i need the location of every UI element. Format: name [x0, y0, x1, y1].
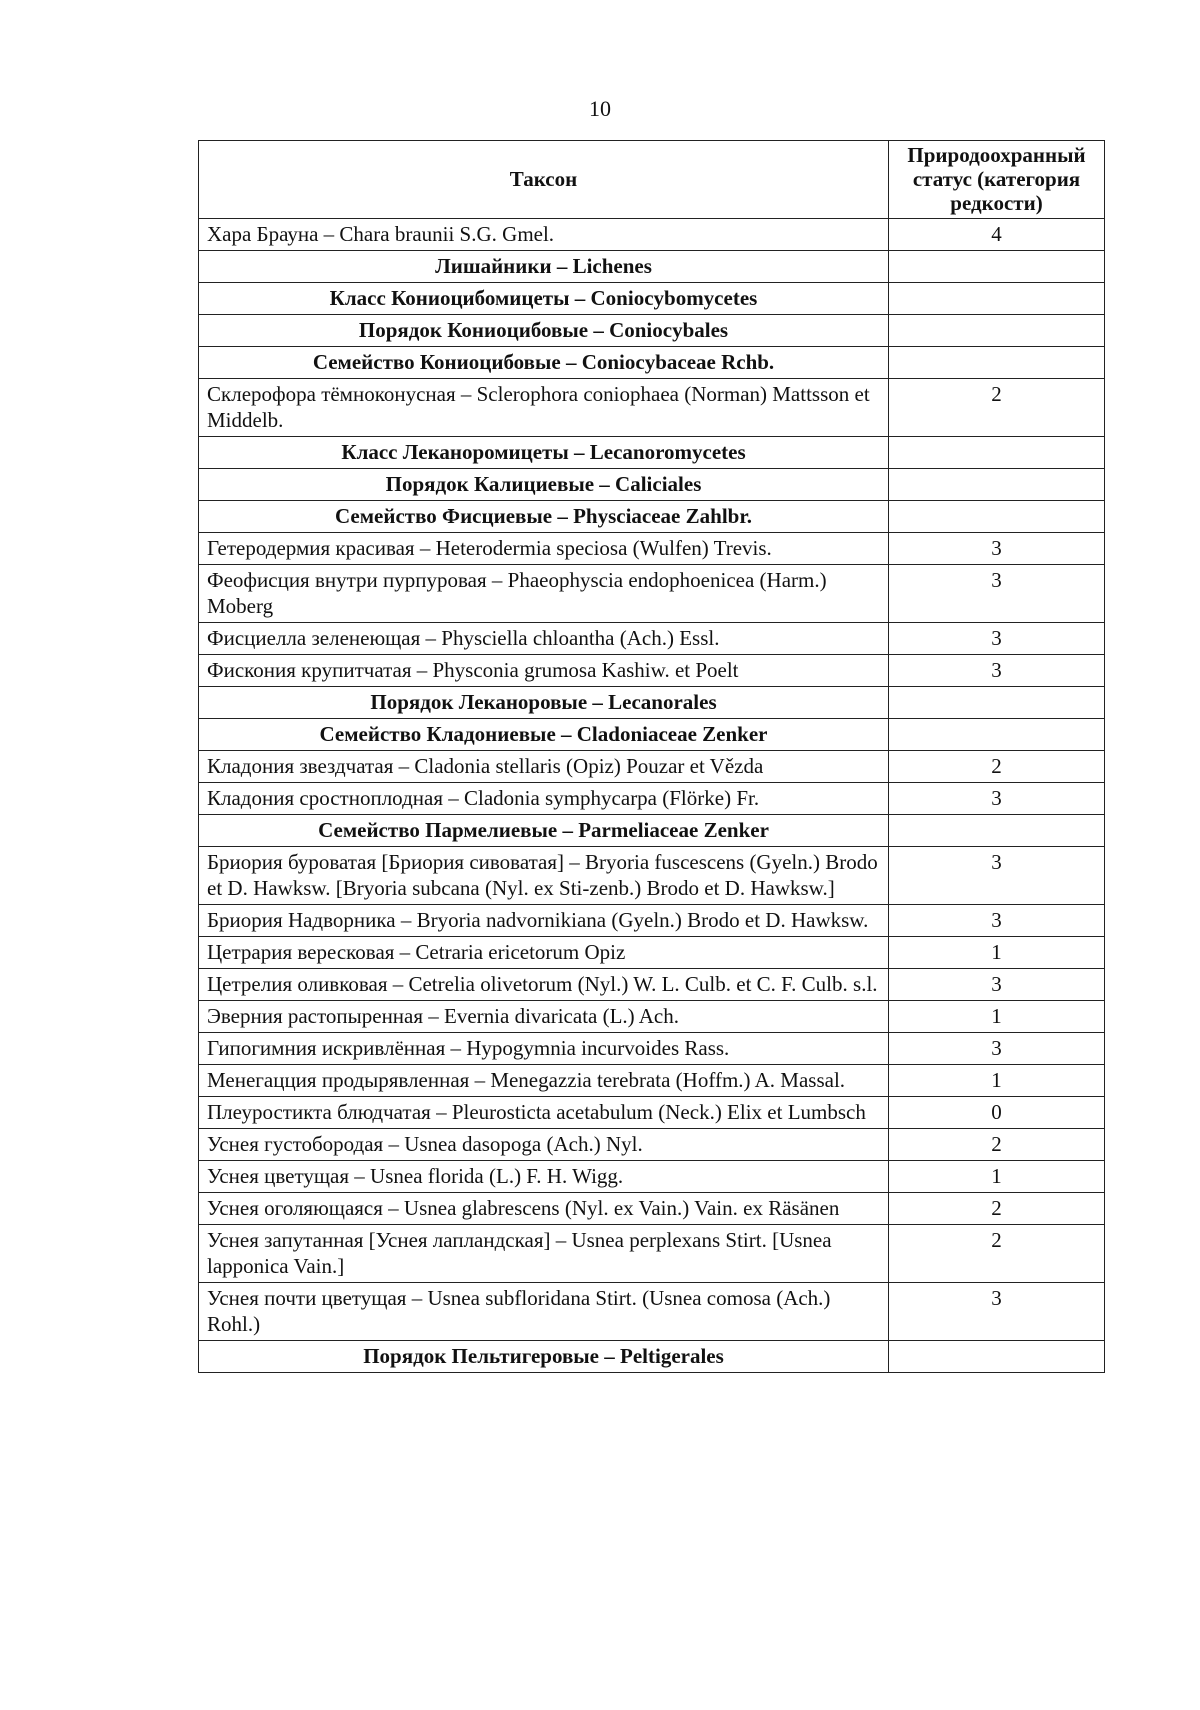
table-row [199, 847, 1105, 905]
status-cell: 3 [889, 1033, 1105, 1065]
header-status: Природоохранный статус (категория редкости) [889, 141, 1105, 219]
table-row-group-heading [199, 1341, 1105, 1373]
status-cell [889, 347, 1105, 379]
taxon-name-cell: Порядок Кониоцибовые – Coniocybales [199, 315, 889, 347]
status-cell: 3 [889, 565, 1105, 623]
table-row [199, 937, 1105, 969]
status-cell [889, 501, 1105, 533]
table-row [199, 623, 1105, 655]
table-row-group-heading [199, 251, 1105, 283]
table-row [199, 1033, 1105, 1065]
status-cell: 3 [889, 1283, 1105, 1341]
table-row [199, 1097, 1105, 1129]
status-cell: 2 [889, 751, 1105, 783]
status-cell [889, 437, 1105, 469]
table-row [199, 905, 1105, 937]
table-row [199, 1193, 1105, 1225]
table-row [199, 1283, 1105, 1341]
status-cell: 3 [889, 905, 1105, 937]
taxon-name-cell: Склерофора тёмноконусная – Sclerophora coniophaea (Norman) Mattsson et Middelb. [199, 379, 889, 437]
table-body [199, 219, 1105, 1373]
status-cell: 0 [889, 1097, 1105, 1129]
status-cell: 1 [889, 1161, 1105, 1193]
taxon-name-cell: Гетеродермия красивая – Heterodermia speciosa (Wulfen) Trevis. [199, 533, 889, 565]
status-cell: 4 [889, 219, 1105, 251]
table-header-row [199, 141, 1105, 219]
table-row [199, 565, 1105, 623]
taxon-name-cell: Плеуростикта блюдчатая – Pleurosticta acetabulum (Neck.) Elix et Lumbsch [199, 1097, 889, 1129]
taxon-name-cell: Цетрелия оливковая – Cetrelia olivetorum (Nyl.) W. L. Culb. et C. F. Culb. s.l. [199, 969, 889, 1001]
table-row [199, 969, 1105, 1001]
status-cell [889, 1341, 1105, 1373]
table-row-group-heading [199, 687, 1105, 719]
taxon-name-cell: Уснея густобородая – Usnea dasopoga (Ach.) Nyl. [199, 1129, 889, 1161]
taxon-name-cell: Семейство Кониоцибовые – Coniocybaceae Rchb. [199, 347, 889, 379]
status-cell: 2 [889, 1225, 1105, 1283]
taxon-name-cell: Фискония крупитчатая – Physconia grumosa Kashiw. et Poelt [199, 655, 889, 687]
taxon-name-cell: Менегацция продырявленная – Menegazzia terebrata (Hoffm.) A. Massal. [199, 1065, 889, 1097]
table-row [199, 1161, 1105, 1193]
status-cell: 2 [889, 1129, 1105, 1161]
table-row-group-heading [199, 815, 1105, 847]
status-cell [889, 315, 1105, 347]
taxon-name-cell: Порядок Калициевые – Caliciales [199, 469, 889, 501]
taxon-name-cell: Уснея оголяющаяся – Usnea glabrescens (Nyl. ex Vain.) Vain. ex Räsänen [199, 1193, 889, 1225]
status-cell [889, 283, 1105, 315]
table-row [199, 751, 1105, 783]
taxon-name-cell: Уснея запутанная [Уснея лапландская] – Usnea perplexans Stirt. [Usnea lapponica Vain.] [199, 1225, 889, 1283]
table-row-group-heading [199, 501, 1105, 533]
table-row [199, 379, 1105, 437]
table-row [199, 1225, 1105, 1283]
table-row-group-heading [199, 283, 1105, 315]
taxon-name-cell: Уснея цветущая – Usnea florida (L.) F. H. Wigg. [199, 1161, 889, 1193]
taxon-name-cell: Класс Леканоромицеты – Lecanoromycetes [199, 437, 889, 469]
taxon-name-cell: Семейство Фисциевые – Physciaceae Zahlbr. [199, 501, 889, 533]
status-cell: 1 [889, 1065, 1105, 1097]
status-cell: 1 [889, 1001, 1105, 1033]
table-row [199, 783, 1105, 815]
table-row-group-heading [199, 469, 1105, 501]
status-cell: 3 [889, 847, 1105, 905]
status-cell [889, 687, 1105, 719]
table-row [199, 1065, 1105, 1097]
status-cell: 3 [889, 655, 1105, 687]
table-row-group-heading [199, 315, 1105, 347]
taxon-name-cell: Уснея почти цветущая – Usnea subfloridana Stirt. (Usnea comosa (Ach.) Rohl.) [199, 1283, 889, 1341]
taxon-name-cell: Лишайники – Lichenes [199, 251, 889, 283]
page-number: 10 [589, 96, 611, 121]
taxon-name-cell: Феофисция внутри пурпуровая – Phaeophyscia endophoenicea (Harm.) Moberg [199, 565, 889, 623]
header-taxon: Таксон [199, 141, 889, 219]
status-cell [889, 251, 1105, 283]
taxon-name-cell: Порядок Леканоровые – Lecanorales [199, 687, 889, 719]
status-cell [889, 815, 1105, 847]
taxon-name-cell: Кладония сростноплодная – Cladonia symphycarpa (Flörke) Fr. [199, 783, 889, 815]
taxon-name-cell: Гипогимния искривлённая – Hypogymnia incurvoides Rass. [199, 1033, 889, 1065]
taxon-name-cell: Кладония звездчатая – Cladonia stellaris (Opiz) Pouzar et Vězda [199, 751, 889, 783]
taxon-name-cell: Семейство Пармелиевые – Parmeliaceae Zenker [199, 815, 889, 847]
taxa-table [198, 140, 1105, 1373]
status-cell: 3 [889, 783, 1105, 815]
table-row [199, 1129, 1105, 1161]
status-cell: 2 [889, 379, 1105, 437]
status-cell [889, 719, 1105, 751]
taxon-name-cell: Семейство Кладониевые – Cladoniaceae Zenker [199, 719, 889, 751]
status-cell: 3 [889, 969, 1105, 1001]
taxon-name-cell: Эверния растопыренная – Evernia divaricata (L.) Ach. [199, 1001, 889, 1033]
table-row [199, 655, 1105, 687]
taxon-name-cell: Фисциелла зеленеющая – Physciella chloantha (Ach.) Essl. [199, 623, 889, 655]
table-row [199, 219, 1105, 251]
taxon-name-cell: Цетрария вересковая – Cetraria ericetorum Opiz [199, 937, 889, 969]
table-row-group-heading [199, 347, 1105, 379]
table-row [199, 1001, 1105, 1033]
taxon-name-cell: Бриория буроватая [Бриория сивоватая] – Bryoria fuscescens (Gyeln.) Brodo et D. Hawksw. [Bryoria subcana (Nyl. ex Sti-zenb.) Brodo et D. Hawksw.] [199, 847, 889, 905]
table-row-group-heading [199, 719, 1105, 751]
status-cell: 3 [889, 533, 1105, 565]
table-row-group-heading [199, 437, 1105, 469]
taxon-name-cell: Хара Брауна – Chara braunii S.G. Gmel. [199, 219, 889, 251]
status-cell [889, 469, 1105, 501]
taxon-name-cell: Порядок Пельтигеровые – Peltigerales [199, 1341, 889, 1373]
taxon-name-cell: Бриория Надворника – Bryoria nadvornikiana (Gyeln.) Brodo et D. Hawksw. [199, 905, 889, 937]
taxon-name-cell: Класс Кониоцибомицеты – Coniocybomycetes [199, 283, 889, 315]
status-cell: 3 [889, 623, 1105, 655]
status-cell: 2 [889, 1193, 1105, 1225]
table-row [199, 533, 1105, 565]
status-cell: 1 [889, 937, 1105, 969]
